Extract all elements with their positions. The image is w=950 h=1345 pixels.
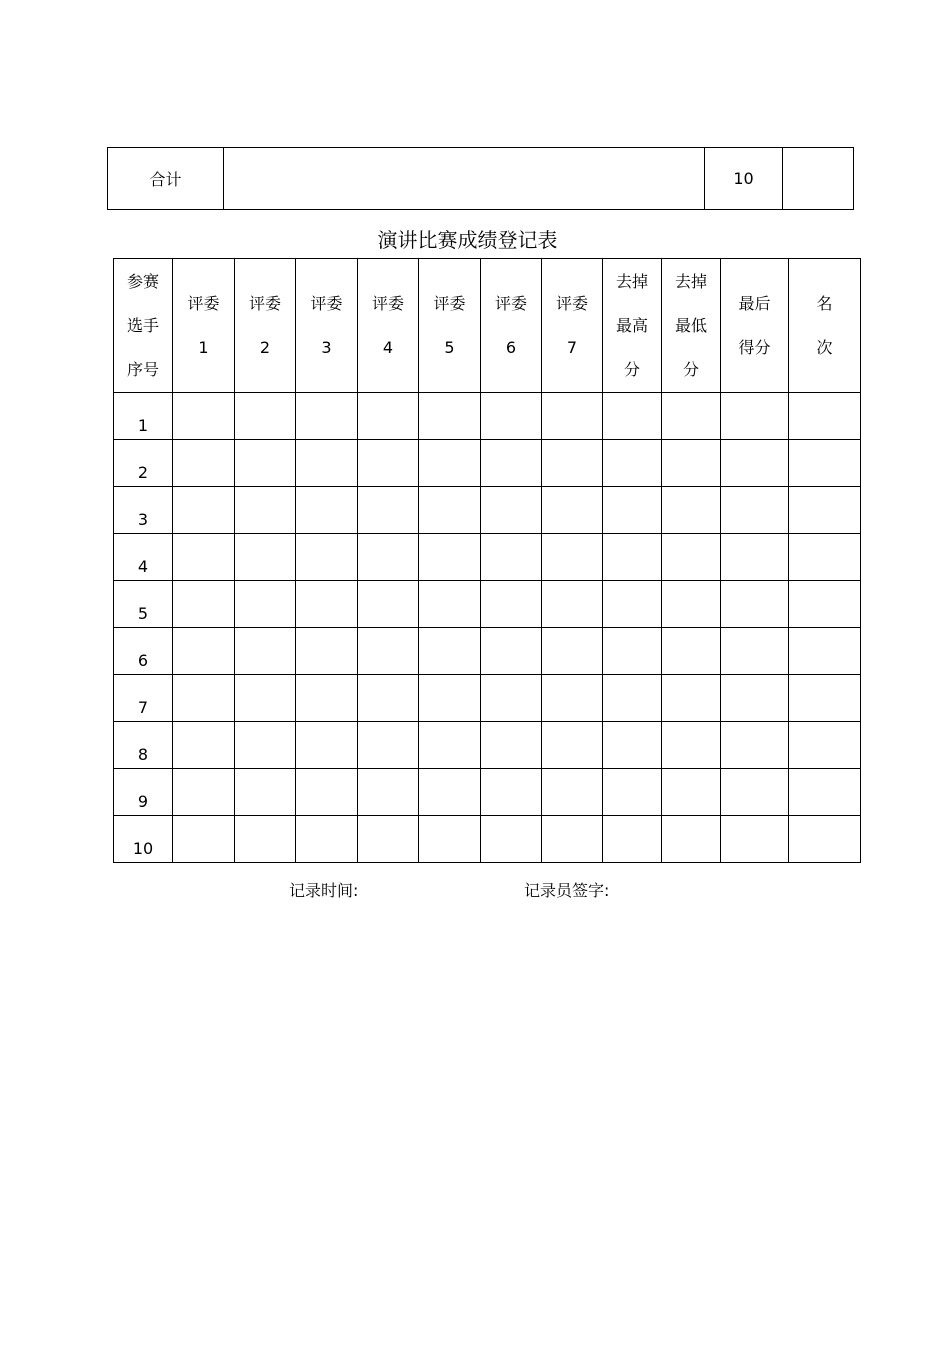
score-cell[interactable] bbox=[721, 816, 789, 863]
score-cell[interactable] bbox=[789, 534, 861, 581]
header-line: 次 bbox=[816, 337, 833, 357]
header-line: 评委 bbox=[555, 293, 588, 313]
header-line: 1 bbox=[198, 337, 209, 357]
contestant-number-cell: 2 bbox=[114, 440, 173, 487]
score-cell[interactable] bbox=[789, 581, 861, 628]
score-cell[interactable] bbox=[419, 675, 481, 722]
header-line: 分 bbox=[623, 359, 640, 379]
header-line: 序号 bbox=[126, 359, 159, 379]
score-cell[interactable] bbox=[358, 440, 419, 487]
summary-table bbox=[107, 147, 854, 210]
score-cell[interactable] bbox=[603, 534, 662, 581]
score-cell[interactable] bbox=[542, 675, 603, 722]
score-cell[interactable] bbox=[173, 487, 235, 534]
score-cell[interactable] bbox=[721, 675, 789, 722]
score-cell[interactable] bbox=[296, 440, 358, 487]
score-cell[interactable] bbox=[542, 816, 603, 863]
score-cell[interactable] bbox=[603, 769, 662, 816]
score-cell[interactable] bbox=[419, 487, 481, 534]
header-line: 最后 bbox=[738, 293, 771, 313]
contestant-number-cell: 10 bbox=[114, 816, 173, 863]
header-line: 名 bbox=[816, 293, 833, 313]
score-cell[interactable] bbox=[419, 769, 481, 816]
header-line: 最高 bbox=[615, 315, 648, 335]
score-cell[interactable] bbox=[789, 675, 861, 722]
score-cell[interactable] bbox=[662, 393, 721, 440]
score-cell[interactable] bbox=[662, 675, 721, 722]
score-cell[interactable] bbox=[542, 581, 603, 628]
table-row bbox=[114, 534, 861, 581]
header-line: 选手 bbox=[126, 315, 159, 335]
score-cell[interactable] bbox=[358, 581, 419, 628]
summary-row bbox=[108, 148, 854, 210]
score-cell[interactable] bbox=[542, 393, 603, 440]
score-cell[interactable] bbox=[173, 675, 235, 722]
header-line: 7 bbox=[566, 337, 578, 357]
score-cell[interactable] bbox=[296, 581, 358, 628]
summary-content-cell[interactable] bbox=[224, 148, 705, 210]
score-cell[interactable] bbox=[603, 628, 662, 675]
score-cell[interactable] bbox=[296, 487, 358, 534]
score-cell[interactable] bbox=[173, 769, 235, 816]
recorder-signature-label: 记录员签字: bbox=[524, 881, 610, 900]
summary-last-cell[interactable] bbox=[783, 148, 854, 210]
table-row bbox=[114, 769, 861, 816]
score-cell[interactable] bbox=[235, 722, 296, 769]
header-line: 去掉 bbox=[615, 271, 648, 291]
score-cell[interactable] bbox=[296, 816, 358, 863]
score-cell[interactable] bbox=[721, 581, 789, 628]
table-row bbox=[114, 440, 861, 487]
score-cell[interactable] bbox=[481, 440, 542, 487]
summary-label: 合计 bbox=[108, 148, 224, 210]
score-cell[interactable] bbox=[235, 675, 296, 722]
score-cell[interactable] bbox=[662, 581, 721, 628]
score-cell[interactable] bbox=[662, 534, 721, 581]
header-judge-4 bbox=[358, 259, 419, 393]
score-cell[interactable] bbox=[296, 722, 358, 769]
header-line: 3 bbox=[321, 337, 332, 357]
score-cell[interactable] bbox=[789, 816, 861, 863]
header-drop-highest bbox=[603, 259, 662, 393]
header-line: 评委 bbox=[433, 293, 466, 313]
score-cell[interactable] bbox=[481, 628, 542, 675]
score-cell[interactable] bbox=[296, 675, 358, 722]
score-cell[interactable] bbox=[542, 722, 603, 769]
header-line: 6 bbox=[505, 337, 517, 357]
score-cell[interactable] bbox=[296, 769, 358, 816]
header-line: 分 bbox=[682, 359, 699, 379]
score-cell[interactable] bbox=[235, 581, 296, 628]
score-cell[interactable] bbox=[358, 769, 419, 816]
header-row bbox=[114, 259, 861, 393]
table-row bbox=[114, 581, 861, 628]
contestant-number-cell: 9 bbox=[114, 769, 173, 816]
score-cell[interactable] bbox=[481, 581, 542, 628]
header-line: 评委 bbox=[248, 293, 281, 313]
table-row bbox=[114, 628, 861, 675]
score-cell[interactable] bbox=[173, 534, 235, 581]
contestant-number-cell: 6 bbox=[114, 628, 173, 675]
score-cell[interactable] bbox=[603, 722, 662, 769]
header-line: 最低 bbox=[674, 315, 707, 335]
score-cell[interactable] bbox=[419, 816, 481, 863]
header-line: 评委 bbox=[310, 293, 343, 313]
score-cell[interactable] bbox=[296, 628, 358, 675]
score-cell[interactable] bbox=[662, 722, 721, 769]
score-cell[interactable] bbox=[358, 675, 419, 722]
score-cell[interactable] bbox=[603, 487, 662, 534]
score-cell[interactable] bbox=[789, 769, 861, 816]
table-row bbox=[114, 393, 861, 440]
score-cell[interactable] bbox=[235, 628, 296, 675]
score-cell[interactable] bbox=[419, 440, 481, 487]
header-judge-5 bbox=[419, 259, 481, 393]
score-cell[interactable] bbox=[542, 769, 603, 816]
header-judge-3 bbox=[296, 259, 358, 393]
score-cell[interactable] bbox=[173, 440, 235, 487]
header-final-score bbox=[721, 259, 789, 393]
score-cell[interactable] bbox=[296, 393, 358, 440]
table-row bbox=[114, 816, 861, 863]
score-cell[interactable] bbox=[789, 440, 861, 487]
score-cell[interactable] bbox=[358, 628, 419, 675]
record-time-label: 记录时间: bbox=[289, 881, 359, 900]
score-cell[interactable] bbox=[235, 534, 296, 581]
score-cell[interactable] bbox=[662, 628, 721, 675]
score-cell[interactable] bbox=[481, 722, 542, 769]
score-cell[interactable] bbox=[481, 393, 542, 440]
form-title: 演讲比赛成绩登记表 bbox=[377, 228, 558, 252]
score-cell[interactable] bbox=[173, 393, 235, 440]
score-cell[interactable] bbox=[603, 675, 662, 722]
contestant-number-cell: 3 bbox=[114, 487, 173, 534]
score-cell[interactable] bbox=[419, 393, 481, 440]
score-cell[interactable] bbox=[603, 581, 662, 628]
score-cell[interactable] bbox=[662, 769, 721, 816]
contestant-number-cell: 5 bbox=[114, 581, 173, 628]
score-cell[interactable] bbox=[603, 393, 662, 440]
score-body bbox=[114, 393, 861, 863]
header-rank bbox=[789, 259, 861, 393]
score-table bbox=[113, 258, 861, 863]
score-cell[interactable] bbox=[419, 722, 481, 769]
header-judge-2 bbox=[235, 259, 296, 393]
header-line: 参赛 bbox=[126, 271, 159, 291]
score-cell[interactable] bbox=[789, 393, 861, 440]
score-cell[interactable] bbox=[235, 816, 296, 863]
summary-count: 10 bbox=[705, 148, 783, 210]
score-cell[interactable] bbox=[481, 816, 542, 863]
score-cell[interactable] bbox=[481, 487, 542, 534]
score-cell[interactable] bbox=[358, 722, 419, 769]
score-cell[interactable] bbox=[235, 769, 296, 816]
score-cell[interactable] bbox=[358, 534, 419, 581]
score-cell[interactable] bbox=[358, 487, 419, 534]
score-cell[interactable] bbox=[235, 393, 296, 440]
score-cell[interactable] bbox=[542, 628, 603, 675]
header-line: 2 bbox=[259, 337, 271, 357]
score-cell[interactable] bbox=[789, 628, 861, 675]
score-cell[interactable] bbox=[721, 769, 789, 816]
header-line: 评委 bbox=[187, 293, 220, 313]
score-cell[interactable] bbox=[419, 628, 481, 675]
score-cell[interactable] bbox=[721, 628, 789, 675]
table-row bbox=[114, 487, 861, 534]
score-cell[interactable] bbox=[358, 816, 419, 863]
table-row bbox=[114, 722, 861, 769]
score-cell[interactable] bbox=[419, 534, 481, 581]
table-row bbox=[114, 675, 861, 722]
contestant-number-cell: 1 bbox=[114, 393, 173, 440]
header-line: 评委 bbox=[494, 293, 527, 313]
score-cell[interactable] bbox=[721, 440, 789, 487]
header-line: 去掉 bbox=[674, 271, 707, 291]
score-cell[interactable] bbox=[481, 769, 542, 816]
score-cell[interactable] bbox=[173, 722, 235, 769]
score-cell[interactable] bbox=[662, 440, 721, 487]
header-line: 得分 bbox=[738, 337, 771, 357]
header-line: 评委 bbox=[371, 293, 404, 313]
score-cell[interactable] bbox=[721, 393, 789, 440]
header-judge-6 bbox=[481, 259, 542, 393]
contestant-number-cell: 8 bbox=[114, 722, 173, 769]
score-cell[interactable] bbox=[419, 581, 481, 628]
score-cell[interactable] bbox=[721, 534, 789, 581]
score-cell[interactable] bbox=[481, 675, 542, 722]
score-cell[interactable] bbox=[542, 487, 603, 534]
contestant-number-cell: 4 bbox=[114, 534, 173, 581]
score-cell[interactable] bbox=[542, 534, 603, 581]
score-cell[interactable] bbox=[173, 628, 235, 675]
score-cell[interactable] bbox=[789, 487, 861, 534]
header-judge-1 bbox=[173, 259, 235, 393]
header-line: 5 bbox=[444, 337, 455, 357]
score-cell[interactable] bbox=[721, 487, 789, 534]
score-cell[interactable] bbox=[721, 722, 789, 769]
score-cell[interactable] bbox=[173, 816, 235, 863]
contestant-number-cell: 7 bbox=[114, 675, 173, 722]
score-cell[interactable] bbox=[603, 440, 662, 487]
score-cell[interactable] bbox=[235, 487, 296, 534]
score-cell[interactable] bbox=[662, 487, 721, 534]
score-cell[interactable] bbox=[173, 581, 235, 628]
score-cell[interactable] bbox=[603, 816, 662, 863]
score-cell[interactable] bbox=[358, 393, 419, 440]
score-cell[interactable] bbox=[789, 722, 861, 769]
header-judge-7 bbox=[542, 259, 603, 393]
header-drop-lowest bbox=[662, 259, 721, 393]
score-cell[interactable] bbox=[542, 440, 603, 487]
score-cell[interactable] bbox=[662, 816, 721, 863]
header-contestant-number bbox=[114, 259, 173, 393]
score-cell[interactable] bbox=[481, 534, 542, 581]
score-cell[interactable] bbox=[296, 534, 358, 581]
score-cell[interactable] bbox=[235, 440, 296, 487]
header-line: 4 bbox=[382, 337, 394, 357]
